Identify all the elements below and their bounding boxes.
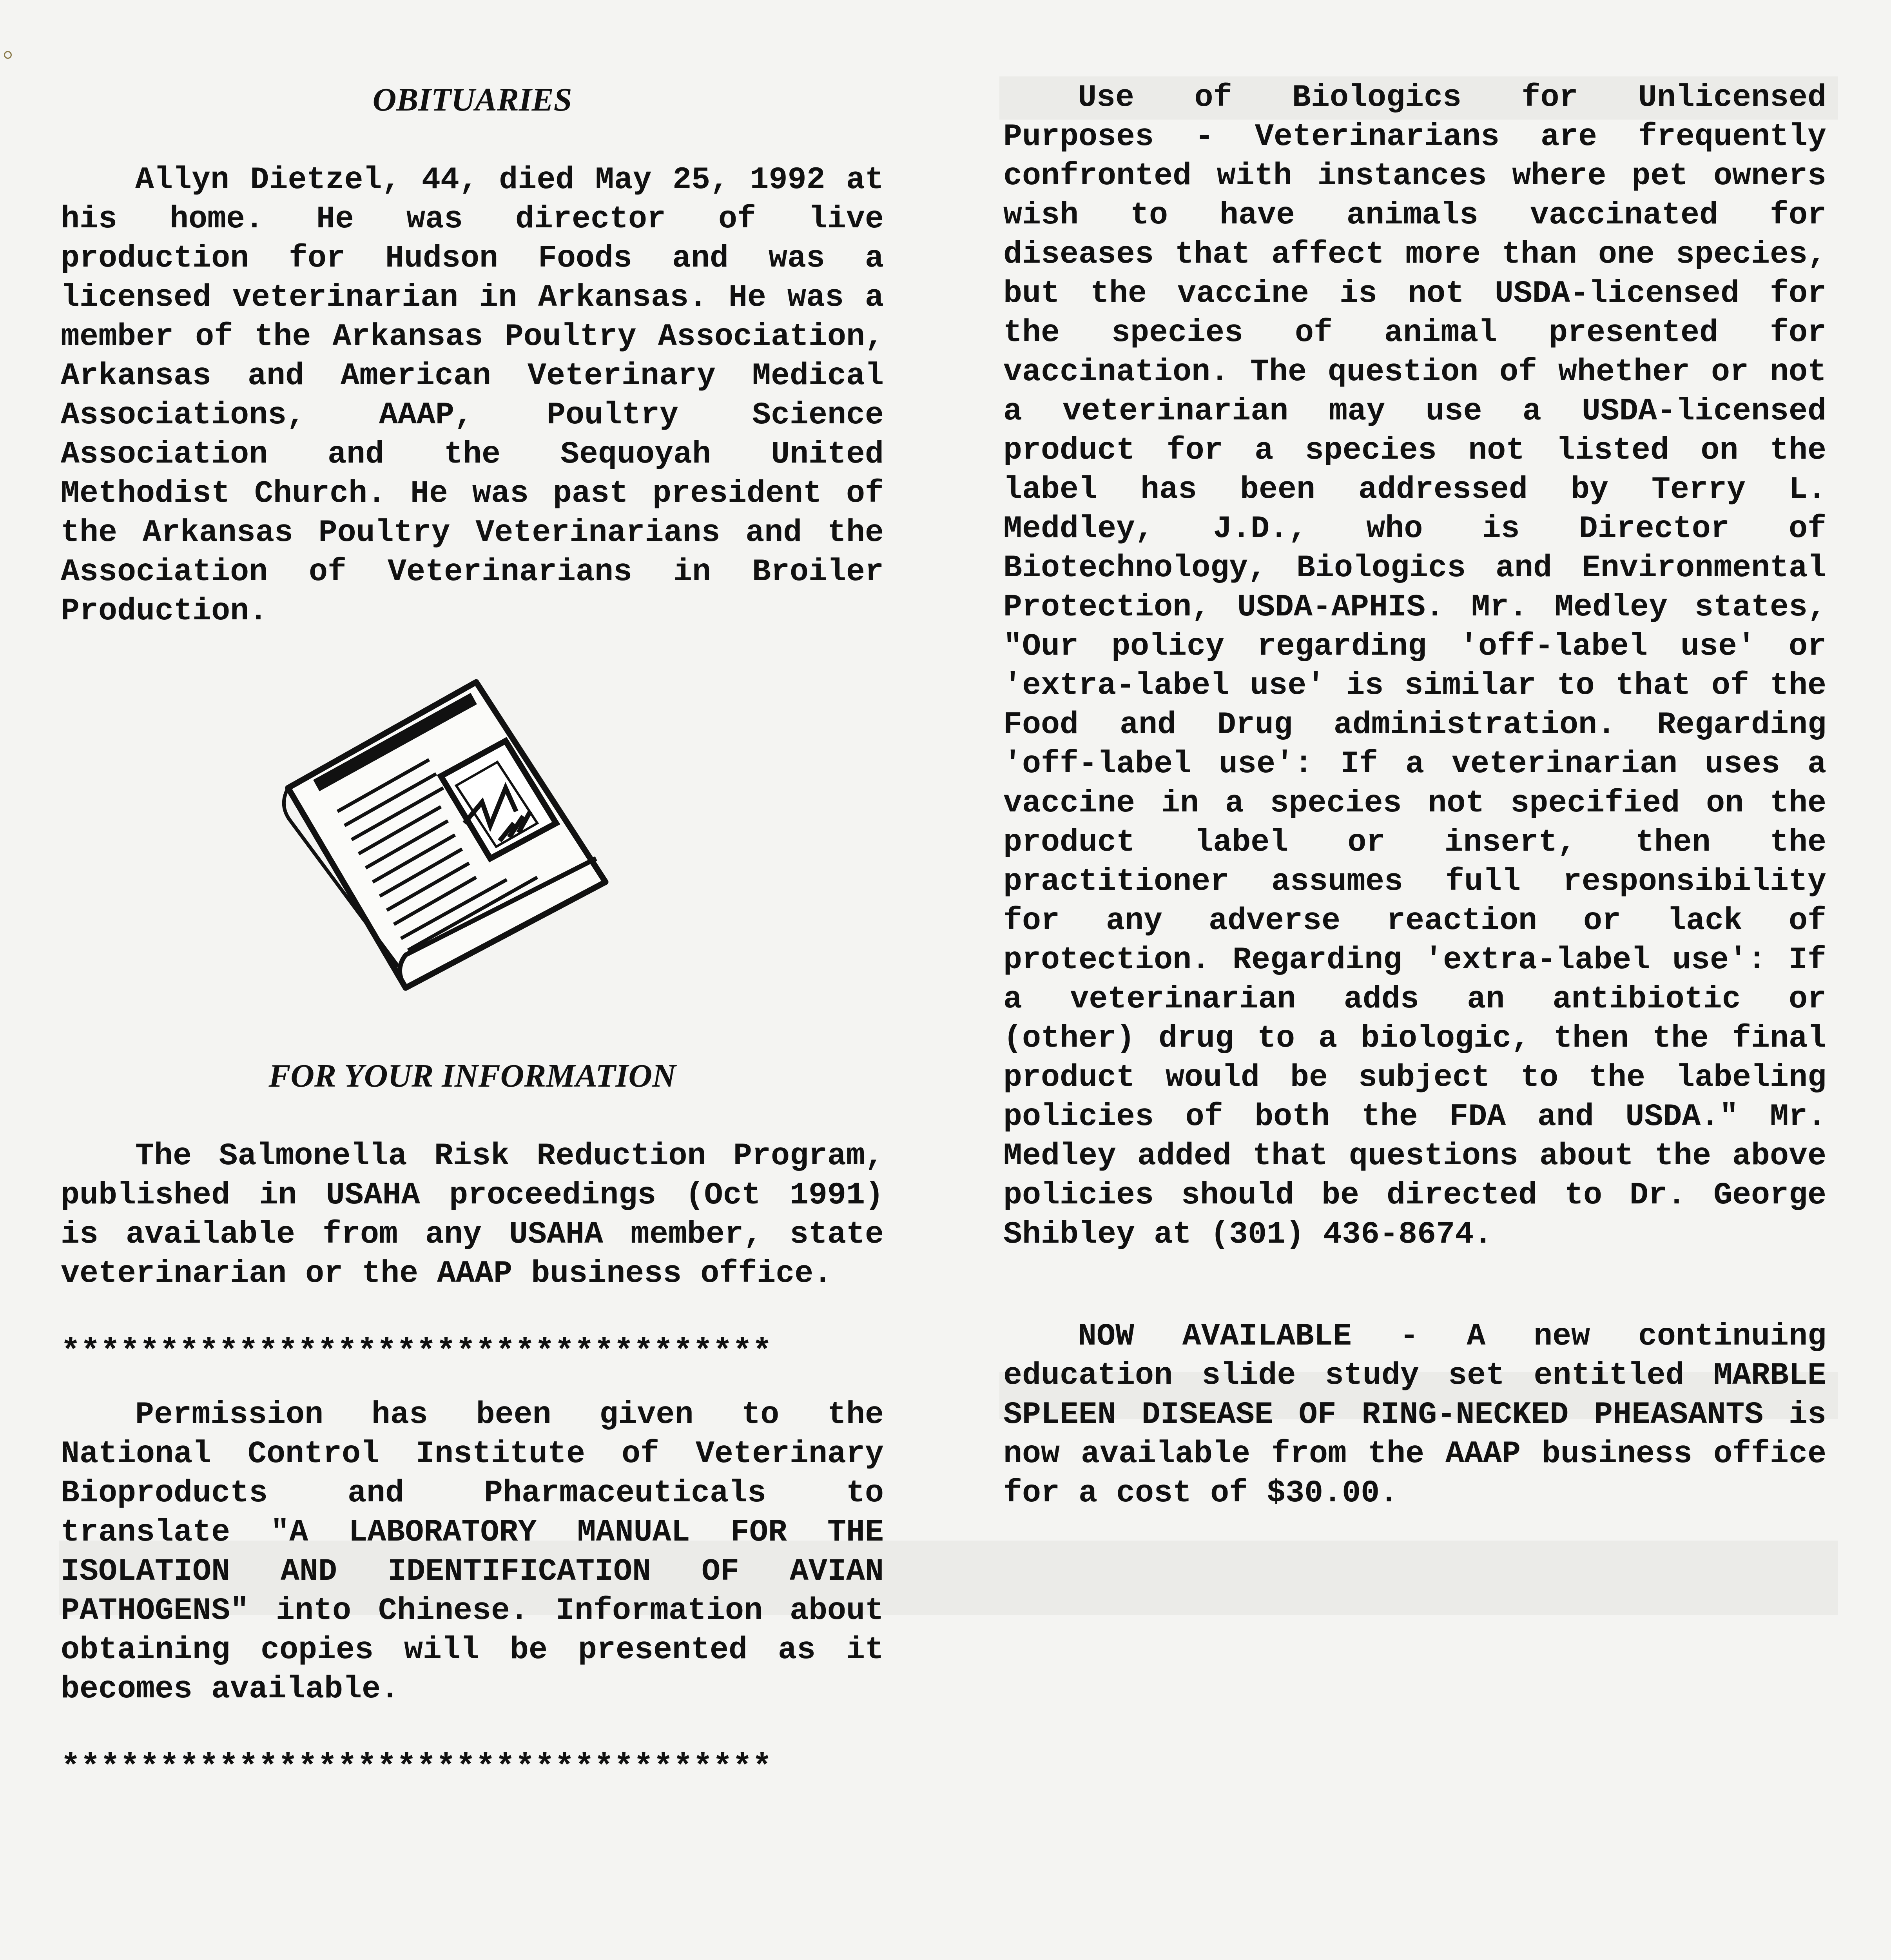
left-column (61, 78, 884, 1788)
separator-stars: ************************************ (61, 1334, 772, 1371)
newspaper-icon (265, 647, 617, 1000)
right-column (1003, 78, 1826, 1513)
obituaries-heading: OBITUARIES (372, 82, 572, 118)
newspaper-clipart-container (61, 631, 884, 1054)
now-available-paragraph: NOW AVAILABLE - A new continuing education slide study set entitled MARBLE SPLEEN DISEASE OF RING-NECKED PHEASANTS is now available from the AAAP business office for a cost of $30.00. (1003, 1319, 1826, 1511)
scan-mark (4, 51, 12, 59)
separator-stars: ************************************ (61, 1749, 772, 1786)
for-your-information-heading: FOR YOUR INFORMATION (268, 1058, 676, 1094)
permission-paragraph: Permission has been given to the National Control Institute of Veterinary Bioproducts and Pharmaceuticals to translate "A LABORATORY MANUAL FOR THE ISOLATION AND IDENTIFICATION OF AVIAN PATHOGENS" into Chinese. Information about obtaining copies will be presented as it becomes available. (61, 1397, 884, 1707)
obituary-paragraph: Allyn Dietzel, 44, died May 25, 1992 at his home. He was director of live production for Hudson Foods and was a licensed veterinarian in Arkansas. He was a member of the Arkansas Poultry Association, Arkansas and American Veterinary Medical Associations, AAAP, Poultry Science Association and the Sequoyah United Methodist Church. He was past president of the Arkansas Poultry Veterinarians and the Association of Veterinarians in Broiler Production. (61, 162, 884, 629)
biologics-paragraph: Use of Biologics for Unlicensed Purposes - Veterinarians are frequently confronted with instances where pet owners wish to have animals vaccinated for diseases that affect more than one species, but the vaccine is not USDA-licensed for the species of animal presented for vaccination. The question of whether or not a veterinarian may use a USDA-licensed product for a species not listed on the label has been addressed by Terry L. Meddley, J.D., who is Director of Biotechnology, Biologics and Environmental Protection, USDA-APHIS. Mr. Medley states, "Our policy regarding 'off-label use' or 'extra-label use' is similar to that of the Food and Drug administration. Regarding 'off-label use': If a veterinarian uses a vaccine in a species not specified on the product label or insert, then the practitioner assumes full responsibility for any adverse reaction or lack of protection. Regarding 'extra-label use': If a veterinarian adds an antibiotic or (other) drug to a biologic, then the final product would be subject to the labeling policies of both the FDA and USDA." Mr. Medley added that questions about the above policies should be directed to Dr. George Shibley at (301) 436-8674. (1003, 80, 1826, 1252)
salmonella-paragraph: The Salmonella Risk Reduction Program, published in USAHA proceedings (Oct 1991) is available from any USAHA member, state veterinarian or the AAAP business office. (61, 1138, 884, 1292)
